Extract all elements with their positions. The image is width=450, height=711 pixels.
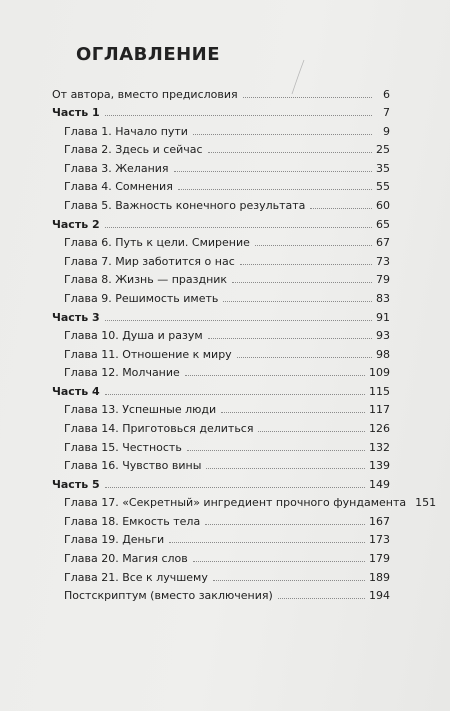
toc-entry-label: Глава 21. Все к лучшему (64, 570, 208, 584)
toc-entry-row (52, 398, 390, 417)
toc-page-number: 67 (376, 236, 390, 250)
toc-entry-label: Часть 2 (52, 217, 100, 231)
toc-entry-row (52, 286, 390, 305)
toc-page-number: 7 (383, 106, 390, 120)
dot-leader (174, 170, 372, 172)
dot-leader (213, 579, 365, 581)
toc-entry-label: Глава 18. Емкость тела (64, 514, 201, 528)
dot-leader (258, 430, 365, 432)
toc-entry-label: Глава 1. Начало пути (64, 124, 188, 138)
toc-entry-row (52, 435, 390, 454)
toc-entry-label: Глава 8. Жизнь — праздник (64, 273, 228, 287)
toc-entry-label: Глава 19. Деньги (64, 533, 165, 547)
toc-entry-row (52, 138, 390, 157)
toc-page-number: 73 (376, 254, 390, 268)
table-of-contents (52, 82, 437, 603)
toc-entry-row (52, 156, 390, 175)
toc-page-number: 6 (383, 87, 390, 101)
dot-leader (208, 337, 372, 339)
toc-page-number: 83 (376, 291, 390, 305)
toc-entry-row (52, 268, 390, 287)
toc-entry-label: Глава 12. Молчание (64, 366, 180, 380)
toc-entry-label: Глава 10. Душа и разум (64, 329, 203, 343)
toc-entry-row (52, 231, 390, 250)
toc-entry-label: Глава 2. Здесь и сейчас (64, 143, 203, 157)
dot-leader (310, 207, 372, 209)
toc-page-number: 151 (415, 496, 437, 510)
dot-leader (240, 263, 372, 265)
toc-entry-label: Часть 5 (52, 477, 100, 491)
toc-entry-row (52, 324, 390, 343)
dot-leader (208, 151, 372, 153)
toc-page-number: 132 (369, 440, 390, 454)
dot-leader (193, 560, 365, 562)
dot-leader (237, 356, 372, 358)
toc-entry-label: Глава 7. Мир заботится о нас (64, 254, 235, 268)
toc-entry-row (52, 119, 390, 138)
toc-page-number: 35 (376, 161, 390, 175)
toc-entry-row (52, 416, 390, 435)
toc-part-row (52, 305, 390, 324)
dot-leader (178, 188, 372, 190)
toc-part-row (52, 212, 390, 231)
toc-page-number: 98 (376, 347, 390, 361)
dot-leader (221, 411, 365, 413)
toc-entry-label: Часть 1 (52, 106, 100, 120)
toc-page-number: 79 (376, 273, 390, 287)
dot-leader (169, 541, 365, 543)
toc-page-number: 25 (376, 143, 390, 157)
dot-leader (232, 281, 372, 283)
toc-part-row (52, 101, 390, 120)
toc-page-number: 139 (369, 459, 390, 473)
page-title: ОГЛАВЛЕНИЕ (76, 44, 221, 65)
toc-page-number: 109 (369, 366, 390, 380)
toc-entry-row (52, 491, 437, 510)
toc-page-number: 55 (376, 180, 390, 194)
toc-entry-label: Глава 9. Решимость иметь (64, 291, 219, 305)
dot-leader (105, 486, 365, 488)
toc-entry-label: Глава 13. Успешные люди (64, 403, 217, 417)
toc-page-number: 179 (369, 552, 390, 566)
toc-entry-row (52, 565, 390, 584)
toc-entry-label: От автора, вместо предисловия (52, 87, 238, 101)
toc-entry-label: Постскриптум (вместо заключения) (64, 589, 273, 603)
toc-part-row (52, 379, 390, 398)
dot-leader (223, 300, 372, 302)
toc-page-number: 60 (376, 199, 390, 213)
dot-leader (278, 597, 365, 599)
toc-page-number: 65 (376, 217, 390, 231)
toc-entry-row (52, 584, 390, 603)
dot-leader (255, 244, 372, 246)
toc-page-number: 189 (369, 570, 390, 584)
toc-page-number: 194 (369, 589, 390, 603)
toc-entry-label: Глава 6. Путь к цели. Смирение (64, 236, 250, 250)
dot-leader (185, 374, 365, 376)
toc-entry-label: Глава 17. «Секретный» ингредиент прочного фундамента (64, 496, 407, 510)
toc-entry-row (52, 361, 390, 380)
toc-entry-label: Глава 16. Чувство вины (64, 459, 202, 473)
toc-entry-row (52, 193, 390, 212)
dot-leader (105, 114, 372, 116)
toc-page-number: 173 (369, 533, 390, 547)
toc-page-number: 149 (369, 477, 390, 491)
toc-entry-row (52, 249, 390, 268)
toc-page-number: 126 (369, 421, 390, 435)
dot-leader (193, 133, 372, 135)
dot-leader (105, 226, 372, 228)
dot-leader (243, 96, 372, 98)
toc-page-number: 9 (383, 124, 390, 138)
toc-entry-label: Глава 15. Честность (64, 440, 182, 454)
dot-leader (105, 319, 372, 321)
toc-entry-label: Глава 3. Желания (64, 161, 169, 175)
toc-entry-row (52, 546, 390, 565)
toc-entry-row (52, 82, 390, 101)
dot-leader (105, 393, 365, 395)
toc-page-number: 91 (376, 310, 390, 324)
toc-entry-label: Глава 14. Приготовься делиться (64, 421, 254, 435)
toc-entry-label: Глава 5. Важность конечного результата (64, 199, 306, 213)
toc-entry-row (52, 509, 390, 528)
toc-entry-row (52, 454, 390, 473)
dot-leader (205, 523, 365, 525)
toc-page-number: 93 (376, 329, 390, 343)
dot-leader (187, 449, 365, 451)
dot-leader (206, 467, 365, 469)
toc-entry-label: Глава 4. Сомнения (64, 180, 173, 194)
toc-entry-row (52, 175, 390, 194)
toc-page-number: 117 (369, 403, 390, 417)
toc-part-row (52, 472, 390, 491)
toc-entry-label: Часть 3 (52, 310, 100, 324)
toc-entry-label: Часть 4 (52, 384, 100, 398)
toc-entry-label: Глава 11. Отношение к миру (64, 347, 232, 361)
toc-entry-row (52, 528, 390, 547)
toc-page-number: 167 (369, 514, 390, 528)
toc-page-number: 115 (369, 384, 390, 398)
toc-entry-label: Глава 20. Магия слов (64, 552, 188, 566)
toc-entry-row (52, 342, 390, 361)
